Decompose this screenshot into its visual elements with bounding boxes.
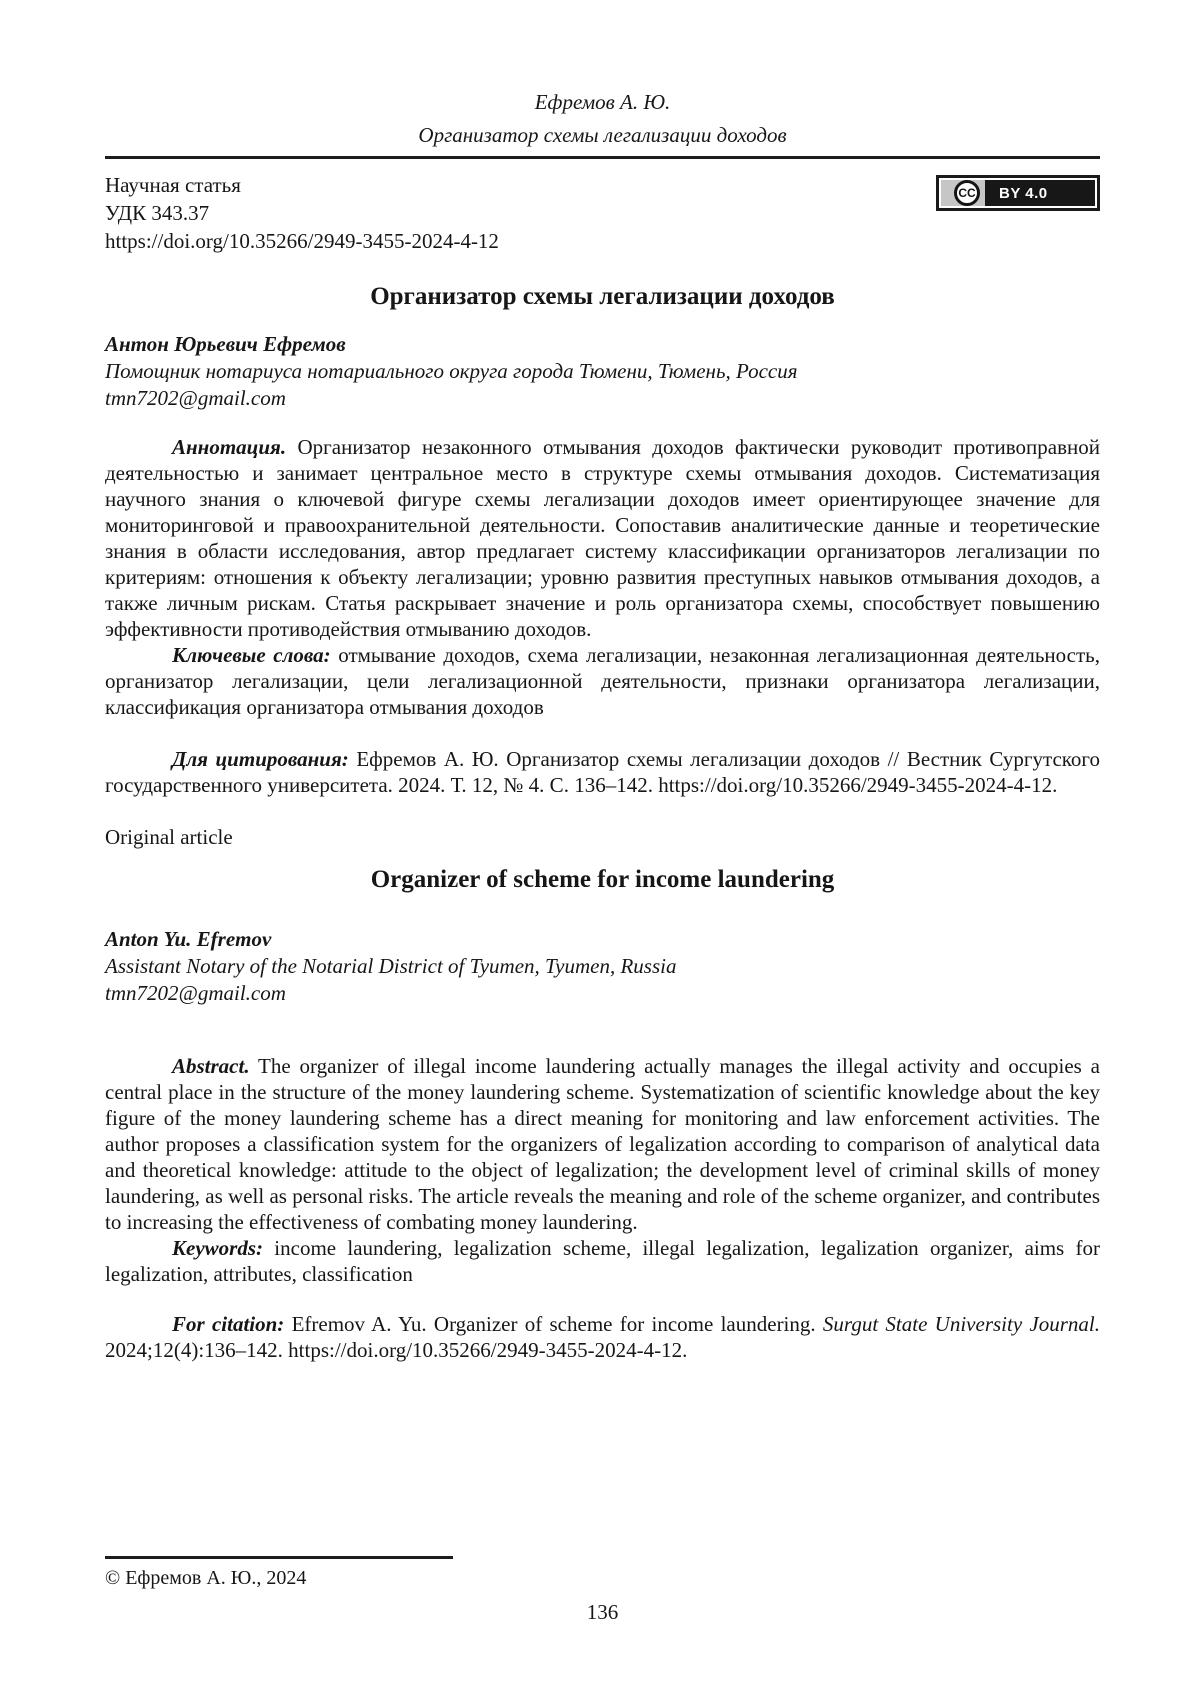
page-number: 136 — [586, 1599, 619, 1624]
author-affiliation-en: Assistant Notary of the Notarial District of Tyumen, Tyumen, Russia — [105, 954, 677, 978]
article-type-ru: Научная статья — [105, 173, 241, 197]
cc-circle-icon: CC — [954, 180, 980, 206]
cc-by-label: BY 4.0 — [985, 180, 1095, 206]
footer-divider — [105, 1556, 453, 1559]
citation-text-en: Efremov A. Yu. Organizer of scheme for income laundering. — [291, 1312, 816, 1336]
article-type-en: Original article — [105, 825, 233, 849]
abstract-text-ru: Организатор незаконного отмывания доходов фактически руководит противоправной деятельностью и занимает центральное место в структуре схемы отмывания доходов. Систематизация научного знания о ключевой фигуре схемы легализации доходов имеет ориентирующее значение для мониторинговой и правоохранительной деятельности. Сопоставив аналитические данные и теоретические знания в области исследования, автор предлагает систему классификации организаторов легализации по критериям: отношения к объекту легализации; уровню развития преступных навыков отмывания доходов, а также личным рискам. Статья раскрывает значение и роль организатора схемы, способствует повышению эффективности противодействия отмыванию доходов. — [105, 435, 1100, 641]
article-title-en: Organizer of scheme for income laundering — [370, 866, 835, 893]
citation-tail-en: 2024;12(4):136–142. https://doi.org/10.35266/2949-3455-2024-4-12. — [105, 1338, 688, 1362]
keywords-text-en: income laundering, legalization scheme, illegal legalization, legalization organizer, aims for legalization, attributes, classification — [105, 1236, 1100, 1286]
keywords-label-ru: Ключевые слова: — [172, 643, 331, 667]
author-name-ru: Антон Юрьевич Ефремов — [105, 332, 346, 356]
citation-journal-en: Surgut State University Journal. — [822, 1312, 1101, 1336]
article-title-ru: Организатор схемы легализации доходов — [370, 283, 835, 310]
udc-number: УДК 343.37 — [105, 201, 210, 225]
keywords-ru — [105, 642, 1100, 720]
abstract-label-ru: Аннотация. — [172, 435, 287, 459]
author-affiliation-ru: Помощник нотариуса нотариального округа города Тюмени, Тюмень, Россия — [105, 359, 798, 383]
keywords-label-en: Keywords: — [172, 1236, 263, 1260]
doi-text: https://doi.org/10.35266/2949-3455-2024-4-12 — [105, 229, 499, 253]
author-block-en — [105, 926, 1100, 1007]
citation-ru — [105, 746, 1100, 798]
citation-label-ru: Для цитирования: — [172, 747, 349, 771]
author-email-en: tmn7202@gmail.com — [105, 981, 286, 1005]
citation-en — [105, 1311, 1100, 1363]
article-meta-row — [105, 171, 1100, 255]
running-head-title: Организатор схемы легализации доходов — [418, 123, 787, 147]
abstract-label-en: Abstract. — [172, 1054, 250, 1078]
copyright-notice: © Ефремов А. Ю., 2024 — [105, 1566, 307, 1589]
running-head-author: Ефремов А. Ю. — [534, 90, 671, 114]
running-head — [105, 86, 1100, 152]
article-meta — [105, 171, 499, 255]
keywords-text-ru: отмывание доходов, схема легализации, незаконная легализационная деятельность, организатор легализации, цели легализационной деятельности, признаки организатора легализации, классификация организатора отмывания доходов — [105, 643, 1100, 719]
keywords-en — [105, 1235, 1100, 1287]
citation-text-ru: Ефремов А. Ю. Организатор схемы легализации доходов // Вестник Сургутского государственного университета. 2024. Т. 12, № 4. С. 136–142. https://doi.org/10.35266/2949-3455-2024-4-12. — [105, 747, 1100, 797]
header-divider — [105, 156, 1100, 159]
cc-logo-panel — [941, 180, 985, 206]
author-email-ru: tmn7202@gmail.com — [105, 386, 286, 410]
abstract-text-en: The organizer of illegal income laundering actually manages the illegal activity and occupies a central place in the structure of the money laundering scheme. Systematization of scientific knowledge about the key figure of the money laundering scheme has a direct meaning for monitoring and law enforcement activities. The author proposes a classification system for the organizers of legalization according to comparison of analytical data and theoretical knowledge: attitude to the object of legalization; the development level of criminal skills of money laundering, as well as personal risks. The article reveals the meaning and role of the scheme organizer, and contributes to increasing the effectiveness of combating money laundering. — [105, 1054, 1100, 1234]
abstract-ru — [105, 434, 1100, 642]
citation-label-en: For citation: — [172, 1312, 285, 1336]
page-footer — [105, 1556, 1100, 1625]
abstract-en — [105, 1053, 1100, 1235]
author-name-en: Anton Yu. Efremov — [105, 927, 272, 951]
cc-by-license-badge — [936, 175, 1100, 211]
author-block-ru — [105, 331, 1100, 412]
